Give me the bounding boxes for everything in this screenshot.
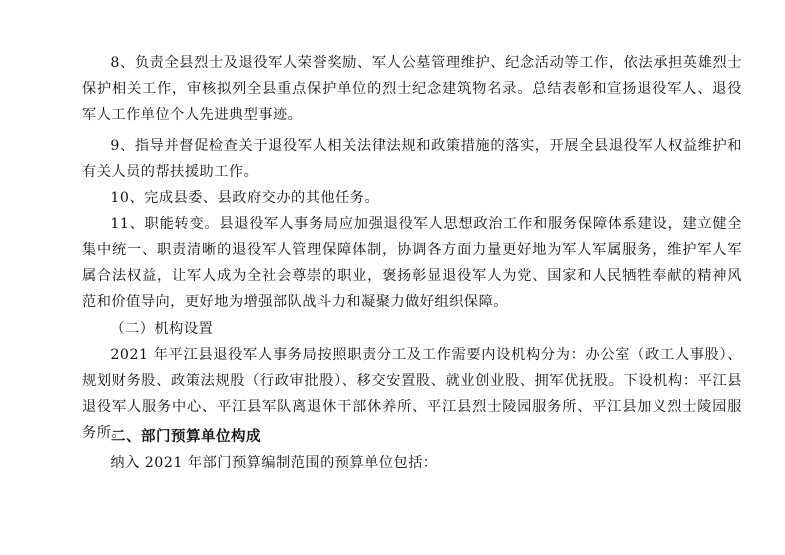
duty-item-8: 8、负责全县烈士及退役军人荣誉奖励、军人公墓管理维护、纪念活动等工作，依法承担英雄烈士保护相关工作，审核拟列全县重点保护单位的烈士纪念建筑物名录。总结表彰和宣扬退役军人、退役军人工作单位个人先进典型事迹。 — [82, 55, 742, 123]
duty-item-11: 11、职能转变。县退役军人事务局应加强退役军人思想政治工作和服务保障体系建设，建立健全集中统一、职责清晰的退役军人管理保障体制，协调各方面力量更好地为军人军属服务，维护军人军属合法权益，让军人成为全社会尊崇的职业，褒扬彰显退役军人为党、国家和人民牺牲奉献的精神风范和价值导向，更好地为增强部队战斗力和凝聚力做好组织保障。 — [82, 216, 742, 310]
org-setup-paragraph: 2021 年平江县退役军人事务局按照职责分工及工作需要内设机构分为：办公室（政工人事股）、规划财务股、政策法规股（行政审批股）、移交安置股、就业创业股、拥军优抚股。下设机构：平江县退役军人服务中心、平江县军队离退休干部休养所、平江县烈士陵园服务所、平江县加义烈士陵园服务所。 — [82, 347, 742, 441]
duty-item-10: 10、完成县委、县政府交办的其他任务。 — [110, 190, 380, 206]
budget-units-intro: 纳入 2021 年部门预算编制范围的预算单位包括： — [110, 455, 438, 471]
section-heading-budget-units: 二、部门预算单位构成 — [111, 429, 261, 445]
section-heading-org: （二）机构设置 — [110, 321, 214, 337]
duty-item-9: 9、指导并督促检查关于退役军人相关法律法规和政策措施的落实，开展全县退役军人权益维护和有关人员的帮扶援助工作。 — [82, 138, 742, 180]
